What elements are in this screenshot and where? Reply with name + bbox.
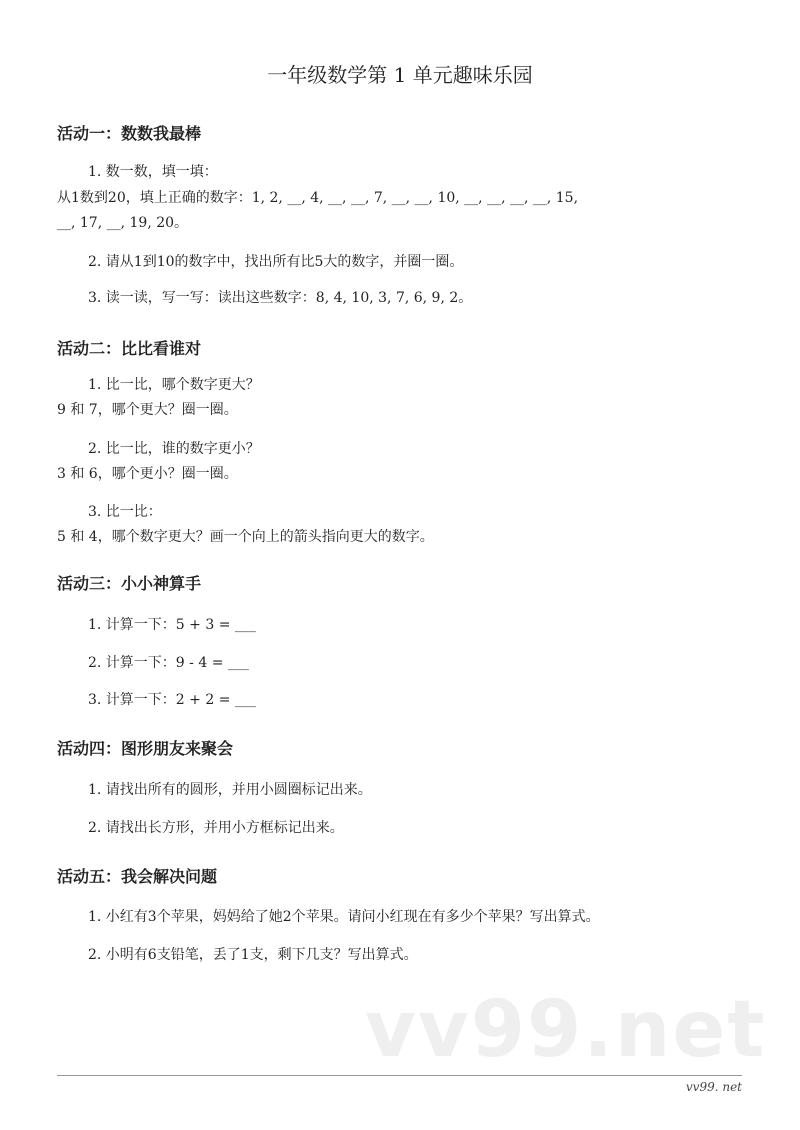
question-text: 5 和 4，哪个数字更大？画一个向上的箭头指向更大的数字。 <box>57 529 434 545</box>
question: 1. 请找出所有的圆形，并用小圆圈标记出来。 <box>88 782 372 798</box>
section-heading: 活动二：比比看谁对 <box>57 339 202 358</box>
question-text: __, 17, __, 19, 20。 <box>57 215 189 231</box>
section-heading: 活动一：数数我最棒 <box>57 124 202 143</box>
question: 2. 小明有6支铅笔，丢了1支，剩下几支？写出算式。 <box>88 947 418 963</box>
watermark: vv99.net <box>365 985 767 1075</box>
question-text: 从1数到20，填上正确的数字：1, 2, __, 4, __, __, 7, __, __, 10, __, __, __, __, 15, <box>57 190 579 206</box>
section-heading: 活动三：小小神算手 <box>57 574 202 593</box>
document-title: 一年级数学第 1 单元趣味乐园 <box>267 63 533 87</box>
question-text: 9 和 7，哪个更大？圈一圈。 <box>57 402 238 418</box>
question: 2. 请找出长方形，并用小方框标记出来。 <box>88 820 344 836</box>
question: 3. 读一读，写一写：读出这些数字：8, 4, 10, 3, 7, 6, 9, 2。 <box>88 290 473 306</box>
question: 2. 比一比，谁的数字更小？ <box>88 441 260 457</box>
question: 2. 计算一下：9 - 4 = ___ <box>88 655 249 671</box>
question-text: 3 和 6，哪个更小？圈一圈。 <box>57 466 238 482</box>
question: 1. 数一数，填一填： <box>88 164 218 180</box>
question: 1. 小红有3个苹果，妈妈给了她2个苹果。请问小红现在有多少个苹果？写出算式。 <box>88 909 600 925</box>
section-heading: 活动四：图形朋友来聚会 <box>57 739 234 758</box>
footer-site: vv99. net <box>685 1080 742 1094</box>
question: 1. 计算一下：5 + 3 = ___ <box>88 617 256 633</box>
section-heading: 活动五：我会解决问题 <box>57 867 218 886</box>
question: 1. 比一比，哪个数字更大？ <box>88 377 260 393</box>
question: 2. 请从1到10的数字中，找出所有比5大的数字，并圈一圈。 <box>88 254 464 270</box>
question: 3. 比一比： <box>88 504 162 520</box>
footer-divider <box>57 1075 742 1076</box>
question: 3. 计算一下：2 + 2 = ___ <box>88 692 256 708</box>
